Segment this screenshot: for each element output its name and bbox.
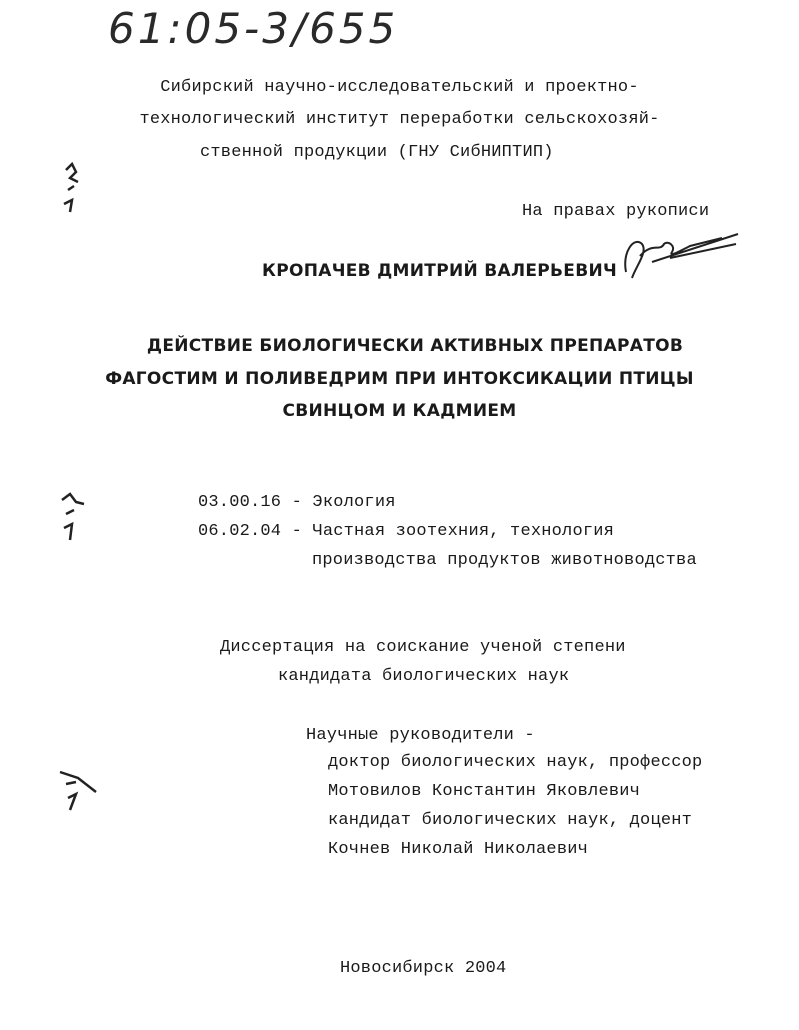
institution-line-3: ственной продукции (ГНУ СибНИПТИП) [200,143,554,162]
specialty-zootechnics-cont: производства продуктов животноводства [312,551,697,570]
city-year: Новосибирск 2004 [340,959,507,978]
margin-stamp-mark [56,488,86,548]
supervisor-2-degree: кандидат биологических наук, доцент [328,811,693,830]
title-line-2: ФАГОСТИМ И ПОЛИВЕДРИМ ПРИ ИНТОКСИКАЦИИ ПТИЦЫ [105,369,694,389]
dissertation-line-2: кандидата биологических наук [278,667,570,686]
specialty-ecology: 03.00.16 - Экология [198,493,396,512]
institution-line-2: технологический институт переработки сельскохозяй- [139,110,660,129]
signature [612,222,742,288]
author-name: КРОПАЧЕВ ДМИТРИЙ ВАЛЕРЬЕВИЧ [262,261,618,281]
dissertation-line-1: Диссертация на соискание ученой степени [220,638,626,657]
supervisor-1-degree: доктор биологических наук, профессор [328,753,703,772]
supervisor-1-name: Мотовилов Константин Яковлевич [328,782,641,801]
institution-line-1: Сибирский научно-исследовательский и проектно- [160,78,639,97]
margin-stamp-mark [58,160,88,220]
specialty-zootechnics: 06.02.04 - Частная зоотехния, технология [198,522,615,541]
manuscript-rights: На правах рукописи [522,202,710,221]
margin-stamp-mark [56,762,100,818]
supervisor-2-name: Кочнев Николай Николаевич [328,840,589,859]
title-line-1: ДЕЙСТВИЕ БИОЛОГИЧЕСКИ АКТИВНЫХ ПРЕПАРАТОВ [146,336,684,356]
title-line-3: СВИНЦОМ И КАДМИЕМ [282,401,517,421]
archive-number: 61:05-3/655 [108,4,399,53]
supervisors-heading: Научные руководители - [306,726,535,745]
